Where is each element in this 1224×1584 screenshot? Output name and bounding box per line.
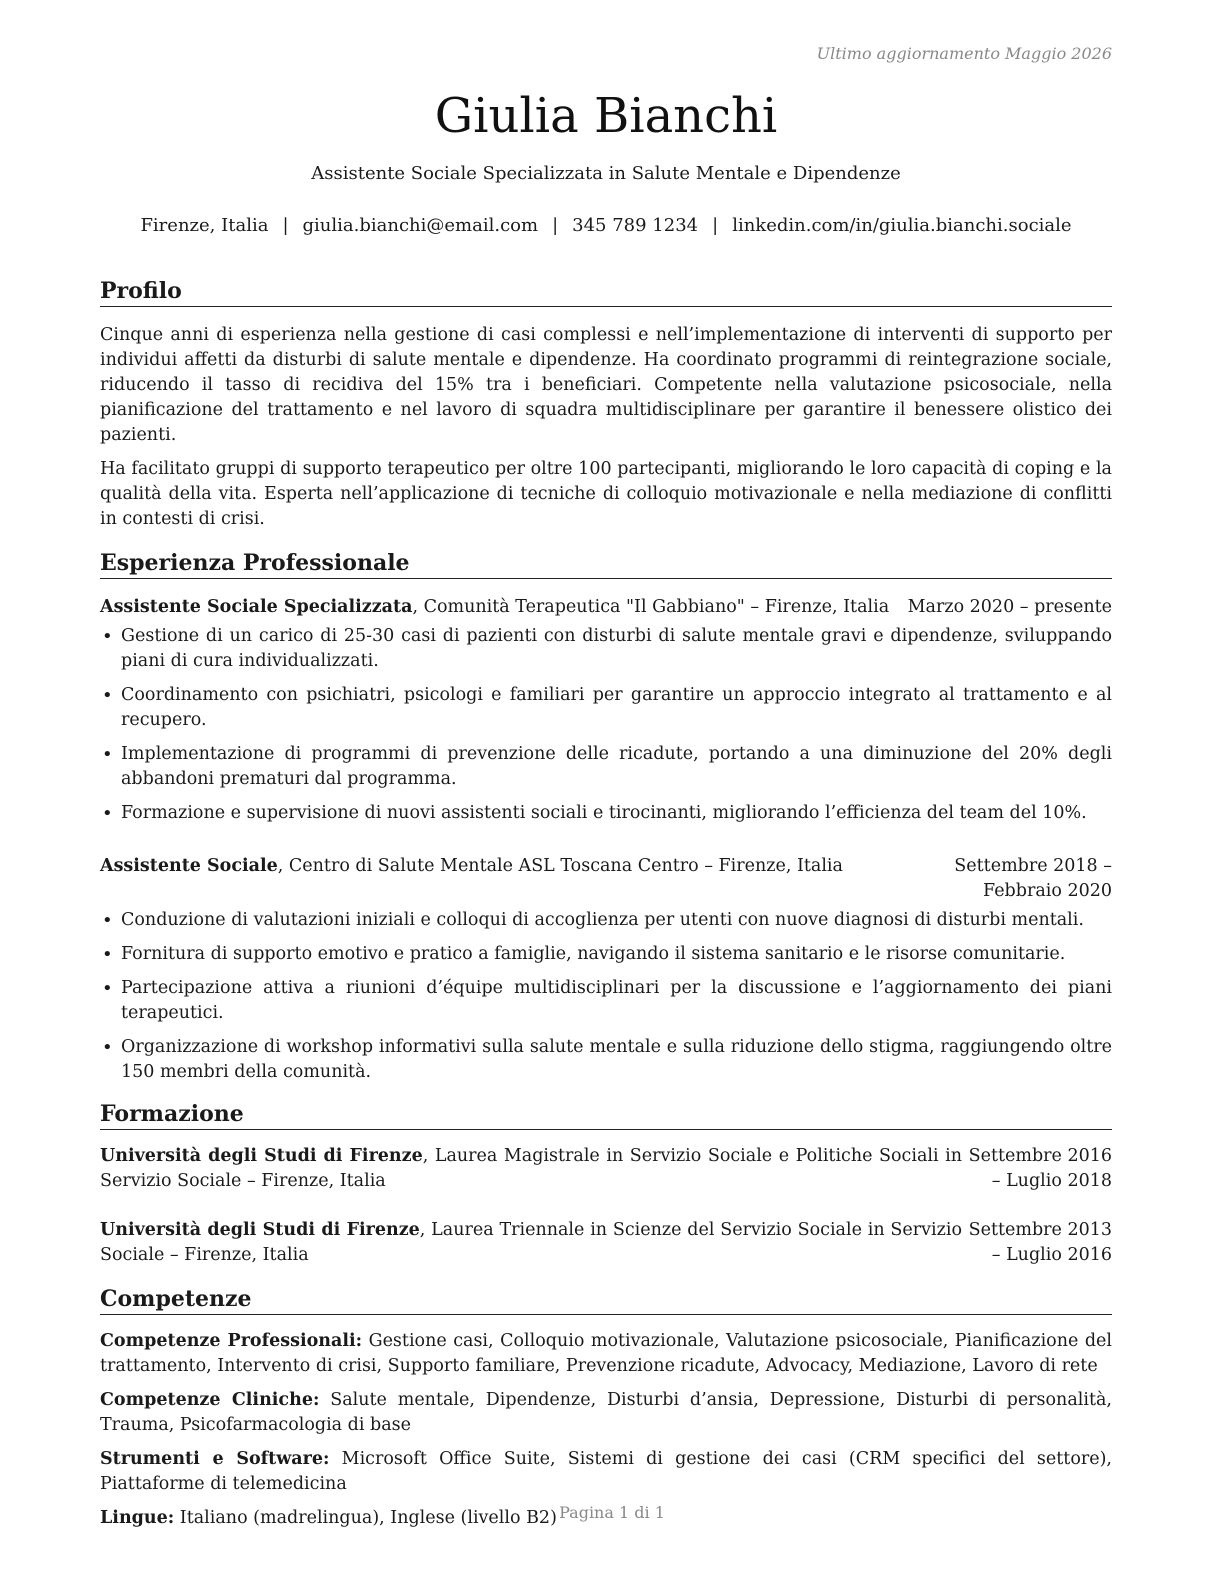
education-school: Università degli Studi di Firenze xyxy=(100,1146,423,1166)
list-item: • Implementazione di programmi di prevenzione delle ricadute, portando a una diminuzione del 20% degli abbandoni prematuri dal programma. xyxy=(100,742,1112,792)
education-degree: , Laurea Triennale in Scienze del Servizio Sociale in Servizio Sociale – Firenze, Italia xyxy=(100,1220,962,1265)
skill-row xyxy=(100,1447,1112,1497)
candidate-subtitle: Assistente Sociale Specializzata in Salute Mentale e Dipendenze xyxy=(311,163,901,184)
page-number: Pagina 1 di 1 xyxy=(559,1503,665,1522)
job-org: , Centro di Salute Mentale ASL Toscana Centro – Firenze, Italia xyxy=(277,856,843,876)
profile-paragraph: Cinque anni di esperienza nella gestione di casi complessi e nell’implementazione di interventi di supporto per individui affetti da disturbi di salute mentale e dipendenze. Ha coordinato programmi di reintegrazione sociale, riducendo il tasso di recidiva del 15% tra i beneficiari. Competente nella valutazione psicosociale, nella pianificazione del trattamento e nel lavoro di squadra multidisciplinare per garantire il benessere olistico dei pazienti. xyxy=(100,325,1112,445)
section-title-profile: Profilo xyxy=(100,276,1112,307)
list-item: • Organizzazione di workshop informativi sulla salute mentale e sulla riduzione dello stigma, raggiungendo oltre 150 membri della comunità. xyxy=(100,1035,1112,1085)
contact-phone: 345 789 1234 xyxy=(572,215,699,236)
job-role: Assistente Sociale Specializzata xyxy=(100,597,413,617)
skills-section xyxy=(100,1284,1112,1531)
list-item: • Formazione e supervisione di nuovi assistenti sociali e tirocinanti, migliorando l’efficienza del team del 10%. xyxy=(100,801,1112,826)
contact-line xyxy=(100,214,1112,238)
contact-separator: | xyxy=(552,215,559,236)
list-item: • Gestione di un carico di 25-30 casi di pazienti con disturbi di salute mentale gravi e dipendenze, sviluppando piani di cura individualizzati. xyxy=(100,624,1112,674)
education-school: Università degli Studi di Firenze xyxy=(100,1220,420,1240)
job-bullets xyxy=(100,624,1112,826)
contact-linkedin[interactable]: linkedin.com/in/giulia.bianchi.sociale xyxy=(732,215,1072,236)
job-bullets xyxy=(100,908,1112,1085)
skill-label: Competenze Cliniche: xyxy=(100,1390,320,1410)
profile-section xyxy=(100,276,1112,532)
contact-location: Firenze, Italia xyxy=(140,215,269,236)
skill-value: Italiano (madrelingua), Inglese (livello B2) xyxy=(174,1508,557,1528)
job-role: Assistente Sociale xyxy=(100,856,278,876)
list-item: • Fornitura di supporto emotivo e pratico a famiglie, navigando il sistema sanitario e le risorse comunitarie. xyxy=(100,942,1112,967)
contact-email[interactable]: giulia.bianchi@email.com xyxy=(302,215,539,236)
job-header xyxy=(100,595,1112,620)
list-item: • Coordinamento con psichiatri, psicologi e familiari per garantire un approccio integrato al trattamento e al recupero. xyxy=(100,683,1112,733)
skill-row xyxy=(100,1388,1112,1438)
education-degree: , Laurea Magistrale in Servizio Sociale e Politiche Sociali in Servizio Sociale – Firenze, Italia xyxy=(100,1146,962,1191)
job-org: , Comunità Terapeutica "Il Gabbiano" – Firenze, Italia xyxy=(412,597,890,617)
skill-label: Competenze Professionali: xyxy=(100,1331,363,1351)
education-item xyxy=(100,1218,1112,1268)
section-title-education: Formazione xyxy=(100,1099,1112,1130)
experience-section xyxy=(100,548,1112,1085)
skill-label: Lingue: xyxy=(100,1508,175,1528)
contact-separator: | xyxy=(282,215,289,236)
skill-value: Gestione casi, Colloquio motivazionale, Valutazione psicosociale, Pianificazione del trattamento, Intervento di crisi, Supporto familiare, Prevenzione ricadute, Advocacy, Mediazione, Lavoro di rete xyxy=(100,1331,1112,1376)
section-title-skills: Competenze xyxy=(100,1284,1112,1315)
candidate-name: Giulia Bianchi xyxy=(434,88,778,144)
section-title-experience: Esperienza Professionale xyxy=(100,548,1112,579)
skill-value: Salute mentale, Dipendenze, Disturbi d’ansia, Depressione, Disturbi di personalità, Trauma, Psicofarmacologia di base xyxy=(100,1390,1112,1435)
skill-row xyxy=(100,1329,1112,1379)
skill-label: Strumenti e Software: xyxy=(100,1449,330,1469)
job-dates: Settembre 2018 – Febbraio 2020 xyxy=(954,856,1112,901)
list-item: • Partecipazione attiva a riunioni d’équipe multidisciplinari per la discussione e l’aggiornamento dei piani terapeutici. xyxy=(100,976,1112,1026)
education-dates: Settembre 2016 – Luglio 2018 xyxy=(968,1146,1112,1191)
last-updated: Ultimo aggiornamento Maggio 2026 xyxy=(816,44,1112,63)
education-item xyxy=(100,1144,1112,1194)
education-dates: Settembre 2013 – Luglio 2016 xyxy=(968,1220,1112,1265)
contact-separator: | xyxy=(712,215,719,236)
profile-paragraph: Ha facilitato gruppi di supporto terapeutico per oltre 100 partecipanti, migliorando le loro capacità di coping e la qualità della vita. Esperta nell’applicazione di tecniche di colloquio motivazionale e nella mediazione di conflitti in contesti di crisi. xyxy=(100,459,1112,529)
education-section xyxy=(100,1099,1112,1268)
list-item: • Conduzione di valutazioni iniziali e colloqui di accoglienza per utenti con nuove diagnosi di disturbi mentali. xyxy=(100,908,1112,933)
job-header xyxy=(100,854,1112,904)
skill-value: Microsoft Office Suite, Sistemi di gestione dei casi (CRM specifici del settore), Piattaforme di telemedicina xyxy=(100,1449,1112,1494)
job-dates: Marzo 2020 – presente xyxy=(907,597,1112,617)
